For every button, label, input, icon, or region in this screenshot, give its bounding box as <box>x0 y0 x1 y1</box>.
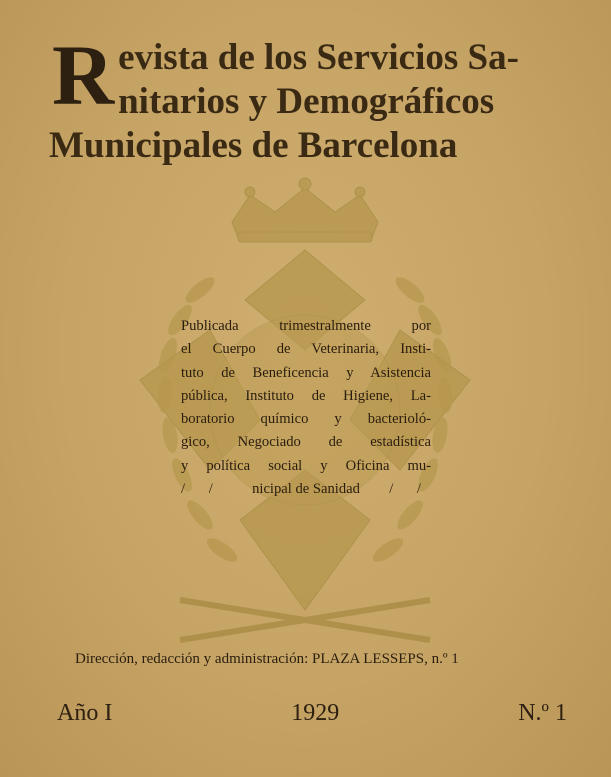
issue-number: N.º 1 <box>518 700 567 726</box>
description-line: tuto de Beneficencia y Asistencia <box>181 364 431 381</box>
title-dropcap: R <box>52 27 115 123</box>
title-line-3: Municipales de Barcelona <box>49 125 458 166</box>
publication-description <box>181 315 431 501</box>
publication-year: 1929 <box>291 700 340 726</box>
description-line: pública, Instituto de Higiene, La- <box>181 387 431 404</box>
description-line: boratorio químico y bacterioló- <box>181 411 431 428</box>
description-line: el Cuerpo de Veterinaria, Insti- <box>181 341 431 358</box>
title-line-1: evista de los Servicios Sa- <box>118 37 519 78</box>
ornament-slashes-right: / / <box>389 481 431 498</box>
magazine-title <box>49 27 572 168</box>
cover-footer <box>57 700 567 727</box>
description-line: gico, Negociado de estadística <box>181 434 431 451</box>
description-last-line <box>181 478 431 501</box>
description-line: y política social y Oficina mu- <box>181 457 431 474</box>
description-line: Publicada trimestralmente por <box>181 318 431 334</box>
title-line-2: nitarios y Demográficos <box>118 81 495 122</box>
ornament-slashes-left: / / <box>181 481 223 498</box>
description-line-final: nicipal de Sanidad <box>252 481 360 498</box>
address-line: Dirección, redacción y administración: PLAZA LESSEPS, n.º 1 <box>75 651 459 667</box>
year-label: Año I <box>57 700 113 726</box>
